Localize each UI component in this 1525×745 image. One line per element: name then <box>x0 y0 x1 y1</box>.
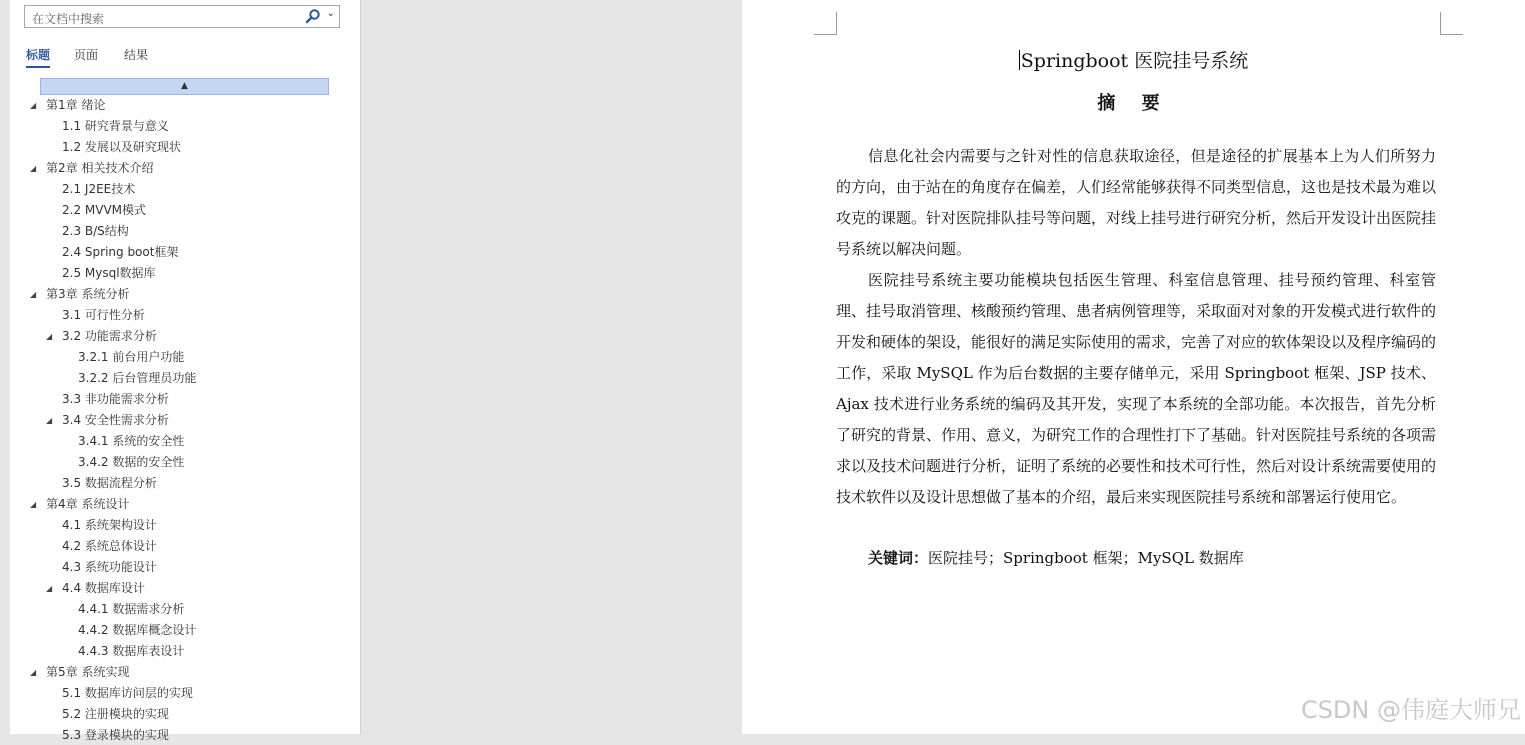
expand-toggle-icon[interactable]: ◢ <box>30 290 37 299</box>
heading-item[interactable]: 第2章 相关技术介绍 <box>46 161 154 175</box>
heading-item[interactable]: 3.4.1 系统的安全性 <box>78 434 185 448</box>
keywords-line <box>868 547 1244 568</box>
text-cursor <box>1019 50 1020 70</box>
crop-mark-top-left <box>814 12 837 35</box>
collapse-all-button[interactable] <box>40 78 329 95</box>
heading-item[interactable]: 3.3 非功能需求分析 <box>62 392 169 406</box>
heading-item[interactable]: 4.2 系统总体设计 <box>62 539 157 553</box>
heading-item[interactable]: 5.2 注册模块的实现 <box>62 707 169 721</box>
expand-toggle-icon[interactable]: ◢ <box>30 101 37 110</box>
heading-item[interactable]: 1.2 发展以及研究现状 <box>62 140 181 154</box>
heading-item[interactable]: 第1章 绪论 <box>46 98 106 112</box>
heading-item[interactable]: 2.1 J2EE技术 <box>62 182 136 196</box>
tab-results[interactable]: 结果 <box>124 48 149 62</box>
heading-item[interactable]: 4.4 数据库设计 <box>62 581 145 595</box>
heading-item[interactable]: 3.2.1 前台用户功能 <box>78 350 185 364</box>
expand-toggle-icon[interactable]: ◢ <box>46 584 53 593</box>
expand-toggle-icon[interactable]: ◢ <box>30 500 37 509</box>
expand-toggle-icon[interactable]: ◢ <box>30 668 37 677</box>
abstract-heading: 摘 要 <box>1097 93 1170 114</box>
heading-item[interactable]: 第4章 系统设计 <box>46 497 130 511</box>
expand-toggle-icon[interactable]: ◢ <box>30 164 37 173</box>
expand-toggle-icon[interactable]: ◢ <box>46 332 53 341</box>
heading-item[interactable]: 2.2 MVVM模式 <box>62 203 147 217</box>
abstract-paragraph-1: 信息化社会内需要与之针对性的信息获取途径，但是途径的扩展基本上为人们所努力的方向，由于站在的角度存在偏差，人们经常能够获得不同类型信息，这也是技术最为难以攻克的课题。针对医院排队挂号等问题，对线上挂号进行研究分析，然后开发设计出医院挂号系统以解决问题。 <box>836 147 1437 258</box>
tab-pages[interactable]: 页面 <box>74 48 99 62</box>
heading-item[interactable]: 5.3 登录模块的实现 <box>62 728 169 742</box>
heading-item[interactable]: 4.4.1 数据需求分析 <box>78 602 185 616</box>
heading-item[interactable]: 3.5 数据流程分析 <box>62 476 157 490</box>
heading-item[interactable]: 3.4.2 数据的安全性 <box>78 455 185 469</box>
tab-headings[interactable]: 标题 <box>26 48 51 62</box>
heading-item[interactable]: 3.2.2 后台管理员功能 <box>78 371 197 385</box>
heading-item[interactable]: 3.2 功能需求分析 <box>62 329 157 343</box>
heading-item[interactable]: 4.4.3 数据库表设计 <box>78 644 185 658</box>
heading-item[interactable]: 第5章 系统实现 <box>46 665 130 679</box>
collapse-up-icon: ▲ <box>181 81 188 91</box>
heading-item[interactable]: 1.1 研究背景与意义 <box>62 119 169 133</box>
heading-item[interactable]: 4.1 系统架构设计 <box>62 518 157 532</box>
heading-item[interactable]: 3.4 安全性需求分析 <box>62 413 169 427</box>
navigation-pane <box>10 0 361 742</box>
search-placeholder: 在文档中搜索 <box>32 12 105 26</box>
heading-item[interactable]: 5.1 数据库访问层的实现 <box>62 686 193 700</box>
title-text: Springboot 医院挂号系统 <box>1020 50 1249 72</box>
search-input[interactable] <box>24 5 340 28</box>
document-page[interactable] <box>742 0 1525 734</box>
abstract-paragraph-2: 医院挂号系统主要功能模块包括医生管理、科室信息管理、挂号预约管理、科室管理、挂号取消管理、核酸预约管理、患者病例管理等，采取面对对象的开发模式进行软件的开发和硬体的架设，能很好的满足实际使用的需求，完善了对应的软体架设以及程序编码的工作，采取 MySQL 作为后台数据的主要存储单元，采用 Springboot 框架、JSP 技术、Ajax 技术进行业务系统的编码及其开发，实现了本系统的全部功能。本次报告，首先分析了研究的背景、作用、意义，为研究工作的合理性打下了基础。针对医院挂号系统的各项需求以及技术问题进行分析，证明了系统的必要性和技术可行性，然后对设计系统需要使用的技术软件以及设计思想做了基本的介绍，最后来实现医院挂号系统和部署运行使用它。 <box>836 271 1437 506</box>
heading-item[interactable]: 2.5 Mysql数据库 <box>62 266 156 280</box>
document-title <box>742 46 1525 73</box>
window-edge <box>0 0 10 734</box>
chevron-down-icon[interactable]: ⌄ <box>326 8 335 19</box>
crop-mark-top-right <box>1440 12 1463 35</box>
keywords-label: 关键词： <box>868 549 929 567</box>
document-gutter <box>361 0 741 734</box>
heading-item[interactable]: 4.4.2 数据库概念设计 <box>78 623 197 637</box>
search-icon[interactable] <box>305 8 321 24</box>
keywords-text: 医院挂号；Springboot 框架；MySQL 数据库 <box>928 549 1244 567</box>
heading-item[interactable]: 2.3 B/S结构 <box>62 224 129 238</box>
watermark: CSDN @伟庭大师兄 <box>1300 696 1521 724</box>
expand-toggle-icon[interactable]: ◢ <box>46 416 53 425</box>
heading-item[interactable]: 4.3 系统功能设计 <box>62 560 157 574</box>
heading-item[interactable]: 3.1 可行性分析 <box>62 308 145 322</box>
heading-item[interactable]: 第3章 系统分析 <box>46 287 130 301</box>
heading-item[interactable]: 2.4 Spring boot框架 <box>62 245 179 259</box>
